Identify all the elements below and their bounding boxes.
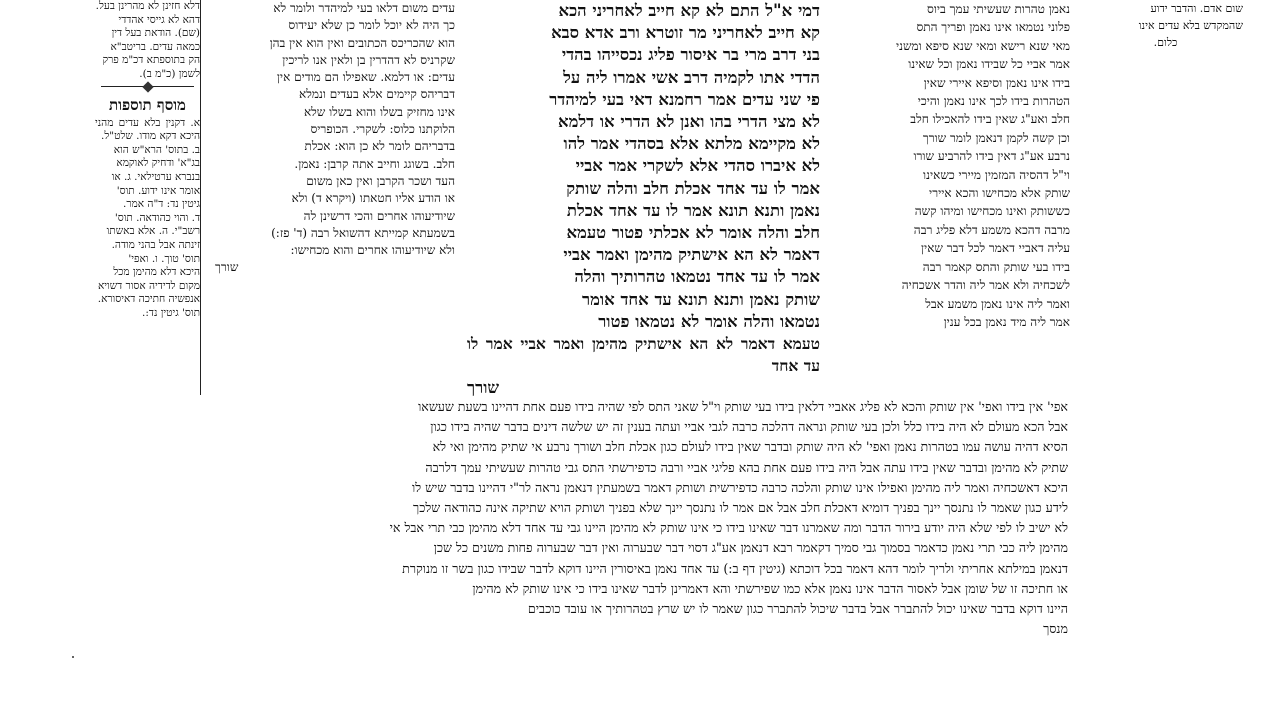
text-line: בידו בעי שותק והתס קאמר רבה xyxy=(922,259,1070,274)
text-line: טעמא דאמר לא הא אישתיק מהימן ואמר אביי אמר לו עד אחד xyxy=(467,334,820,376)
note-line: רשב"י. ה. אלא באשתו xyxy=(106,225,200,238)
ornament-divider xyxy=(101,86,194,87)
text-line: הק בתוספתא דכ"מ פרק xyxy=(102,54,200,67)
text-line: הלוקתנו כלוס: לשקרי. הכופריס xyxy=(310,122,455,137)
text-line: מאי שנא רישא ומאי שנא סיפא ומשני xyxy=(895,38,1070,53)
main-text-column xyxy=(467,0,820,400)
text-line: (שם). הודאת בעל דין xyxy=(111,27,200,40)
note-line: א. דקנין בלא עדים מהני היכא דקא מודו. שלט"ל. xyxy=(95,116,200,143)
text-line: או חתיכה זו של שומן אבל לאסור הדבר אינו נאמן אלא כמו שפירשתי והא דאמרינן לדבר שאינו בידו כי אינו שותק לא מהימן xyxy=(472,580,1068,596)
text-line: נאמן ותנא תונא אמר לו עד אחד אכלת xyxy=(566,200,820,220)
note-line: זינתה אבל בהני מודה. xyxy=(111,238,200,251)
text-line: עליה דאביי דאמר לכל דבר שאין xyxy=(921,241,1070,256)
text-line: עדים: או דלמא. שאפילו הם מודים אין xyxy=(276,70,455,85)
text-line: נאמן טהרות שעשיתי עמך ביוס xyxy=(927,2,1070,16)
text-line: חלב והלה אומר לא אכלתי פטור טעמא xyxy=(566,223,820,243)
text-line: פלוני נטמאו אינו נאמן ופריך התס xyxy=(916,20,1070,35)
text-line: דמי א"ל התם לא קא חייב לאחריני הכא xyxy=(558,1,820,20)
text-line: דאמר לא הא אישתיק מהימן ואמר אביי xyxy=(563,245,820,265)
note-line: אנפשיה חתיכה דאיסורא. xyxy=(97,293,200,306)
note-line: תוס' טוך. ו. ואפי' xyxy=(128,252,200,265)
margin-mark xyxy=(72,656,74,658)
text-line: דהא לא גייסי אהדדי xyxy=(118,13,200,26)
text-line: ולא שיודיעוהו אחרים והוא מכחישו: xyxy=(290,243,455,258)
text-line: חלב. בשוגג וחייב אתה קרבן: נאמן. xyxy=(294,156,455,171)
text-line: היינו דוקא בדבר שאינו יכול להתברר אבל בדבר שיכול להתברר כגון שאמר לו יש שרץ בטהרותיך או עובד כוכבים xyxy=(527,601,1068,617)
note-line: היכא דלא מהימן מכל xyxy=(113,266,200,279)
text-line: לא איברו סהדי אלא לשקרי אמר אביי xyxy=(575,156,820,176)
text-line: אפי' אין בידו ואפי' אין שותק והכא לא פליג אאביי דלאין בידו בעי שותק וי"ל שאני התס לפי שהיה בידו פעם אחת דהיינו בשעת שעשאו xyxy=(418,399,1068,414)
text-line: לא ישיב לו לפי שלא היה יודע בירור הדבר ומה שאמרנו דבר שאינו בידו כי אינו שותק לא מהימן היינו גבי עד אחד דלא מהימן כבי תרי אבל אי xyxy=(389,520,1068,536)
text-line: הסיא דהיה עושה עמו בטהרות נאמן ואפי' לא היה שותק ובדבר שאין בידו לעולם כגון אכלת חלב ושורך נרבע אי שתיק מהימן ואי לא xyxy=(432,439,1068,455)
catchword: שורך xyxy=(215,260,239,275)
text-line: נטמאו והלה אומר לא נטמאו פטור xyxy=(598,311,820,331)
text-line: חלב ואע"ג שאין בידו להאכילו חלב xyxy=(910,112,1070,127)
text-line: נרבע אע"ג דאין בידו להרביע שורו xyxy=(913,149,1070,164)
note-line: מקום לדידיה אסור דשויא xyxy=(98,279,200,292)
text-line: אמר לו עד אחד נטמאו טהרותיך והלה xyxy=(574,267,820,287)
text-line: בני דרב מרי בר איסור פליג נכסייהו בהדי xyxy=(561,45,820,65)
text-line: וי"ל דהסיה המזמין מיירי כשאינו xyxy=(923,167,1070,182)
note-line: בנברא ערטילאי. ג. או xyxy=(111,170,200,183)
text-line: אמר ליה מיד נאמן בכל ענין xyxy=(943,314,1070,329)
text-line: הדדי אתו לקמיה דרב אשי אמרו ליה על xyxy=(563,67,820,87)
text-line: כמאה עדים. בריטב"א xyxy=(110,40,200,53)
note-line: גיטין נד: ד"ה אמר. xyxy=(123,198,200,211)
text-line: לא מצי הדרי בהו ואנן לא הדרי או דלמא xyxy=(558,112,820,132)
note-line: אומר אינו ידוע. תוס' xyxy=(116,184,200,197)
commentary-column-left xyxy=(215,0,455,277)
text-line: וכן קשה לקמן דנאמן לומר שורך xyxy=(922,130,1070,145)
text-line: שום אדם. והדבר ידוע xyxy=(1150,2,1243,15)
text-line: עדים משום דלאו בעי למיהדר ולומר לא xyxy=(273,1,455,15)
catchword: מנסך xyxy=(1043,621,1068,637)
text-line: שותק אלא מכחישו והכא איירי xyxy=(929,186,1070,201)
marginal-notes-column xyxy=(95,0,200,320)
text-line: ואמר ליה אינו נאמן משמע אבל xyxy=(925,296,1070,311)
text-line: הוא שהכריכס הכתובים ואין הוא אין בהן xyxy=(269,35,455,50)
right-margin-note xyxy=(1088,0,1243,51)
text-line: שתיק לא מהימן ובדבר שאין בידו עתה אבל היה בידו פעם אחת בהא פליגי אביי ורבה כדפירשתי התס גבי טהרות שעשיתי עמך דלרבה xyxy=(425,459,1068,475)
column-divider-line xyxy=(200,0,201,395)
commentary-column-right xyxy=(838,0,1070,331)
bottom-commentary xyxy=(215,397,1068,639)
text-line: בדבריהם לומר לא כן הוא: אכלת xyxy=(304,139,455,154)
text-line: דלא חזינן לא מהרינן בעל. xyxy=(95,0,200,12)
text-line: אבל הכא מעולם לא היה בידו כלל ולכן בעי שותק ונראה דהלכה כרבה לגבי אביי ועתה בענין זה יש שלשה דינים בדבר שהיה בידו כגון xyxy=(430,419,1068,435)
text-line: בשמעתא קמייתא דהשואל רבה (ד' פז:) xyxy=(271,225,455,240)
text-line: שיודיעוהו אחרים והכי דרשינן לה xyxy=(303,208,455,223)
text-line: דנאמן במילתא אחריתי ולריך לומר דהא דאמר בכל דוכתא (גיטין דף ב:) עד אחד נאמן באיסורין היינו דוקא לדבר שבידו כגון בשר זו מנוקרת xyxy=(402,560,1068,576)
text-line: קא חייב לאחריני מר זוטרא ורב אדא סבא xyxy=(551,23,820,43)
left-notes-top xyxy=(95,0,200,82)
text-line: שותק נאמן ותנא תונא עד אחד אומר xyxy=(582,289,820,309)
catchword: שורך xyxy=(467,378,500,398)
text-line: שקרניס לא דהדרין בן ולאין אנו לריכין xyxy=(282,52,455,67)
text-line: כלום. xyxy=(1153,36,1178,49)
text-line: אמר אביי כל שבידו נאמן וכל שאינו xyxy=(908,57,1070,72)
text-line: אמר לו עד אחד אכלת חלב והלה שותק xyxy=(566,178,820,198)
note-line: תוס' גיטין נד:. xyxy=(142,306,200,319)
text-line: מרבה דהכא משמע דלא פליג רבה xyxy=(913,222,1070,237)
text-line: העד ושכר הקרבן ואין כאן משום xyxy=(306,173,455,188)
text-line: אינו מחזיק בשלו והוא בשלו שלא xyxy=(303,104,455,119)
text-line: בידו אינו נאמן וסיפא איירי שאין xyxy=(923,75,1070,90)
text-line: פי שני עדים אמר רחמנא דאי בעי למיהדר xyxy=(549,89,820,109)
note-line: ב. בתוס' הרא"ש הוא xyxy=(113,143,200,156)
text-line: לשכחיה ולא אמר ליה והדר אשכחיה xyxy=(901,278,1070,293)
text-line: היכא דאשכחיה ואמר ליה מהימן ואפילו אינו שותק והלכה כרבה כדפירשית ושותק דאמר בשמעתין דנאמן נראה לר"י דהיינו בדבר שיש לו xyxy=(411,479,1068,495)
text-line: או הודע אליו חטאתו (ויקרא ד) ולא xyxy=(291,191,455,206)
text-line: דבריהס קיימים אלא בעדים ונמלא xyxy=(299,87,455,102)
text-line: לשמן (כ"מ ב). xyxy=(139,67,200,80)
note-line: בג"א' ודחיק לאוקמא xyxy=(116,157,200,170)
text-line: מהימן ליה כבי תרי נאמן כדאמר בסמוך גבי סמיך דקאמר רבא דנאמן אע"ג דסוי דבר שבערוה ואין דבר שבערוה פחות משנים כל שכן xyxy=(433,540,1068,556)
text-line: כששותק ואינו מכחישו ומיהו קשה xyxy=(914,204,1070,219)
text-line: לידע כגון שאמר לו נתנסך יינך בפניך דומיא דאכלת חלב אבל אם אמר לו נתנסך יינך שלא בפניך ושותק הויא שתיקה אינה כהודאה שלכך xyxy=(413,500,1068,516)
note-line: ד. והוי כהודאה. תוס' xyxy=(114,211,200,224)
section-heading: מוסף תוספות xyxy=(109,95,186,114)
text-line: הטהרות בידו לכך אינו נאמן והיכי xyxy=(917,94,1070,109)
text-line: כך היה לא יוכל לומר כן שלא יעידוס xyxy=(288,18,455,33)
text-line: שהמקדש בלא עדים אינו xyxy=(1138,19,1243,32)
tosafot-supplement-notes xyxy=(95,117,200,321)
text-line: לא מקיימא מלתא אלא בסהדי אמר להו xyxy=(563,134,820,154)
